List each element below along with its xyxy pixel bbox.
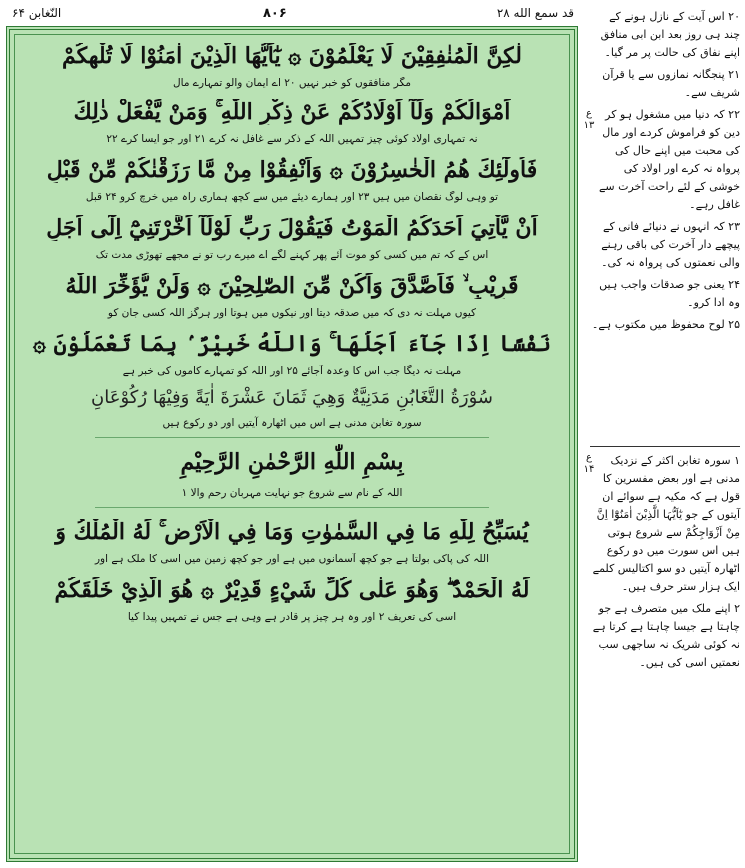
- note-23: ۲۳ کہ انہوں نے دنیائے فانی کے پیچھے دار آخرت کی باقی رہنے والی نعمتوں کی پرواہ نہ کی۔: [601, 220, 740, 269]
- commentary-divider: [590, 446, 740, 447]
- surah-heading: سُوْرَةُ التَّغَابُنِ مَدَنِيَّةٌ وَهِيَ ثَمَانَ عَشْرَةَ اٰيَةً وَفِيْهَا رُكُوْعَانِ: [91, 387, 493, 408]
- surah-subtitle: سورہ تغابن مدنی ہے اس میں اٹھارہ آیتیں اور دو رکوع ہیں: [162, 417, 422, 429]
- page-header: [8, 4, 580, 24]
- ayah-line-4: اَنْ يَّاْتِيَ اَحَدَكُمُ الْمَوْتُ فَيَقُوْلَ رَبِّ لَوْلَآ اَخَّرْتَنِيْٓ اِلٰٓى اَجَلٍ: [46, 215, 538, 241]
- ayah-line-6: نَفْسًا اِذَا جَآءَ اَجَلُهَا ۚ وَاللّٰهُ خَبِيْرٌ ۢ بِمَا تَعْمَلُوْنَ ۞: [33, 331, 551, 357]
- ruku-marker-top: ع ۱۳: [583, 108, 595, 131]
- section-rule-2: [95, 507, 489, 508]
- urdu-line-1: مگر منافقوں کو خبر نہیں ۲۰ اے ایمان والو تمہارے مال: [173, 77, 411, 89]
- note-21: ۲۱ پنجگانہ نمازوں سے یا قرآن شریف سے۔: [602, 68, 740, 99]
- panel-inner-border: [14, 34, 570, 854]
- page-number: ۸۰۶: [263, 6, 287, 21]
- note-1: ۱ سورہ تغابن اکثر کے نزدیک مدنی ہے اور بعض مفسرین کا قول ہے کہ مکیہ ہے سوائے ان آیتوں کے جو یٰٓاَیُّہَا الَّذِیْنَ اٰمَنُوْٓا اِنَّ مِنْ اَزْوَاجِکُمْ سے شروع ہوتی ہیں اس سورت میں دو رکوع اٹھارہ آیتیں دو سو اکتالیس کلمے ایک ہزار ستر حرف ہیں۔: [592, 454, 740, 593]
- commentary-notes: [590, 8, 740, 338]
- urdu-line-5: کیوں مہلت نہ دی کہ میں صدقہ دیتا اور نیکوں میں ہوتا اور ہرگز اللہ کسی جان کو: [107, 307, 477, 319]
- ayah-line-5: قَرِيْبٍ ۙ فَاَصَّدَّقَ وَاَكُنْ مِّنَ الصّٰلِحِيْنَ ۞ وَلَنْ يُّؤَخِّرَ اللّٰهُ: [65, 273, 519, 299]
- urdu-line-4: اس کے کہ تم میں کسی کو موت آئے پھر کہنے لگے اے میرے رب تو نے مجھے تھوڑی مدت تک: [95, 249, 489, 261]
- ayah-line-7: يُسَبِّحُ لِلّٰهِ مَا فِي السَّمٰوٰتِ وَمَا فِي الْاَرْضِ ۚ لَهُ الْمُلْكُ وَ: [55, 519, 529, 545]
- section-rule: [95, 437, 489, 438]
- ayah-line-3: فَاُولٰٓئِكَ هُمُ الْخٰسِرُوْنَ ۞ وَاَنْفِقُوْا مِنْ مَّا رَزَقْنٰكُمْ مِّنْ قَبْلِ: [46, 157, 538, 183]
- note-20: ۲۰ اس آیت کے نازل ہونے کے چند ہی روز بعد ابن ابی منافق اپنے نفاق کی حالت پر مر گیا۔: [600, 10, 740, 59]
- juz-name-right: قد سمع الله ۲۸: [496, 6, 574, 20]
- ayah-line-8: لَهُ الْحَمْدُ ۖ وَهُوَ عَلٰى كُلِّ شَيْءٍ قَدِيْرٌ ۞ هُوَ الَّذِيْ خَلَقَكُمْ: [54, 577, 530, 603]
- urdu-line-2: نہ تمہاری اولاد کوئی چیز تمہیں اللہ کے ذکر سے غافل نہ کرے ۲۱ اور جو ایسا کرے ۲۲: [106, 133, 478, 145]
- note-2: ۲ اپنے ملک میں متصرف ہے جو چاہتا ہے جیسا چاہتا ہے کرتا ہے نہ کوئی شریک نہ ساجھی سب نعمتیں اسی کی ہیں۔: [592, 602, 740, 669]
- note-25: ۲۵ لوح محفوظ میں مکتوب ہے۔: [591, 318, 740, 331]
- urdu-line-7: اللہ کی پاکی بولتا ہے جو کچھ آسمانوں میں ہے اور جو کچھ زمین میں اسی کا ملک ہے اور: [94, 553, 489, 565]
- commentary-notes-surah: [590, 452, 740, 676]
- note-24: ۲۴ یعنی جو صدقات واجب ہیں وہ ادا کرو۔: [599, 278, 740, 309]
- ayah-line-1: لٰكِنَّ الْمُنٰفِقِيْنَ لَا يَعْلَمُوْنَ ۞ يٰٓاَيُّهَا الَّذِيْنَ اٰمَنُوْا لَا تُلْهِكُمْ: [62, 43, 522, 69]
- bismillah-urdu: اللہ کے نام سے شروع جو نہایت مہربان رحم والا ۱: [181, 487, 403, 499]
- urdu-line-3: تو وہی لوگ نقصان میں ہیں ۲۳ اور ہمارے دیئے میں سے کچھ ہماری راہ میں خرچ کرو ۲۴ قبل: [85, 191, 499, 203]
- note-22: ۲۲ کہ دنیا میں مشغول ہو کر دین کو فراموش کردے اور مال کی محبت میں اپنے حال کی پرواہ نہ کرے اور اولاد کی خوشی کے لئے راحت آخرت سے غافل رہے۔: [598, 108, 740, 211]
- surah-name-left: النّغابن ۶۴: [12, 6, 62, 20]
- urdu-line-8: اسی کی تعریف ۲ اور وہ ہر چیز پر قادر ہے وہی ہے جس نے تمہیں پیدا کیا: [127, 611, 457, 623]
- urdu-line-6: مہلت نہ دیگا جب اس کا وعدہ آجائے ۲۵ اور اللہ کو تمہارے کاموں کی خبر ہے: [122, 365, 462, 377]
- bismillah: بِسْمِ اللّٰهِ الرَّحْمٰنِ الرَّحِيْمِ: [180, 449, 404, 475]
- quran-text-panel: [6, 26, 578, 862]
- ayah-line-2: اَمْوَالُكُمْ وَلَآ اَوْلَادُكُمْ عَنْ ذِكْرِ اللّٰهِ ۚ وَمَنْ يَّفْعَلْ ذٰلِكَ: [73, 99, 511, 125]
- ruku-marker-bottom: ع ۱۴: [583, 452, 595, 475]
